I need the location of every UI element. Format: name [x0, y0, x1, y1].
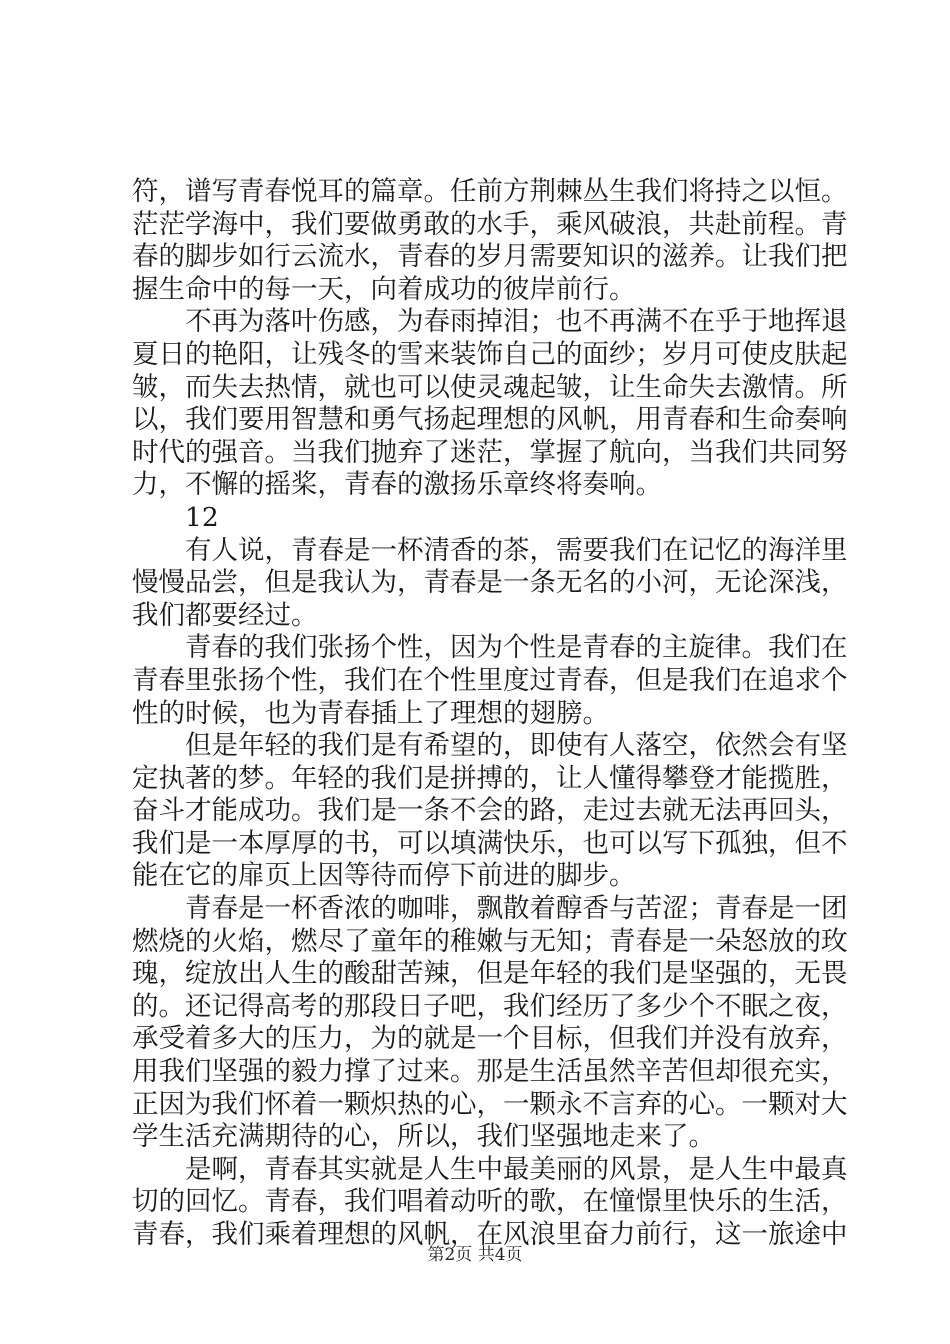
text-line: 能在它的扉页上因等待而停下前进的脚步。	[132, 860, 636, 892]
text-line: 燃烧的火焰，燃尽了童年的稚嫩与无知；青春是一朵怒放的玫	[132, 925, 848, 957]
text-line: 以，我们要用智慧和勇气扬起理想的风帆，用青春和生命奏响	[132, 404, 848, 436]
text-line: 时代的强音。当我们抛弃了迷茫，掌握了航向，当我们共同努	[132, 436, 848, 468]
page-indicator: 第2页 共4页	[427, 1245, 523, 1265]
text-line: 符，谱写青春悦耳的篇章。任前方荆棘丛生我们将持之以恒。	[132, 176, 848, 207]
text-line: 有人说，青春是一杯清香的茶，需要我们在记忆的海洋里	[132, 534, 848, 566]
text-line: 夏日的艳阳，让残冬的雪来装饰自己的面纱；岁月可使皮肤起	[132, 338, 848, 370]
text-line: 青春是一杯香浓的咖啡，飘散着醇香与苦涩；青春是一团	[132, 893, 848, 925]
text-line: 承受着多大的压力，为的就是一个目标，但我们并没有放弃，	[132, 1023, 848, 1055]
text-line: 慢慢品尝，但是我认为，青春是一条无名的小河，无论深浅，	[132, 567, 848, 599]
text-line: 是啊，青春其实就是人生中最美丽的风景，是人生中最真	[132, 1153, 848, 1185]
text-line: 但是年轻的我们是有希望的，即使有人落空，依然会有坚	[132, 730, 848, 762]
text-line: 切的回忆。青春，我们唱着动听的歌，在憧憬里快乐的生活，	[132, 1186, 848, 1218]
text-line: 瑰，绽放出人生的酸甜苦辣，但是年轻的我们是坚强的，无畏	[132, 958, 848, 990]
text-line: 的。还记得高考的那段日子吧，我们经历了多少个不眠之夜，	[132, 990, 848, 1022]
text-line: 我们是一本厚厚的书，可以填满快乐，也可以写下孤独，但不	[132, 827, 848, 859]
text-line: 不再为落叶伤感，为春雨掉泪；也不再满不在乎于地挥退	[132, 306, 848, 338]
text-line: 奋斗才能成功。我们是一条不会的路，走过去就无法再回头，	[132, 795, 848, 827]
text-line: 性的时候，也为青春插上了理想的翅膀。	[132, 697, 609, 729]
text-line: 我们都要经过。	[132, 599, 318, 631]
text-line: 用我们坚强的毅力撑了过来。那是生活虽然辛苦但却很充实，	[132, 1056, 848, 1088]
text-line: 青春，我们乘着理想的风帆，在风浪里奋力前行，这一旅途中	[132, 1219, 848, 1250]
text-line: 茫茫学海中，我们要做勇敢的水手，乘风破浪，共赴前程。青	[132, 208, 848, 240]
text-line: 定执著的梦。年轻的我们是拼搏的，让人懂得攀登才能揽胜，	[132, 762, 848, 794]
text-line: 力，不懈的摇桨，青春的激扬乐章终将奏响。	[132, 469, 662, 501]
text-line: 青春里张扬个性，我们在个性里度过青春，但是我们在追求个	[132, 664, 848, 696]
text-line: 皱，而失去热情，就也可以使灵魂起皱，让生命失去激情。所	[132, 371, 848, 403]
page-footer	[0, 1245, 950, 1265]
text-line: 学生活充满期待的心，所以，我们坚强地走来了。	[132, 1121, 715, 1153]
body-text	[132, 176, 848, 1252]
section-number: 12	[132, 501, 219, 533]
text-line: 青春的我们张扬个性，因为个性是青春的主旋律。我们在	[132, 632, 848, 664]
text-line: 正因为我们怀着一颗炽热的心，一颗永不言弃的心。一颗对大	[132, 1088, 848, 1120]
text-line: 握生命中的每一天，向着成功的彼岸前行。	[132, 273, 636, 305]
text-line: 春的脚步如行云流水，青春的岁月需要知识的滋养。让我们把	[132, 241, 848, 273]
